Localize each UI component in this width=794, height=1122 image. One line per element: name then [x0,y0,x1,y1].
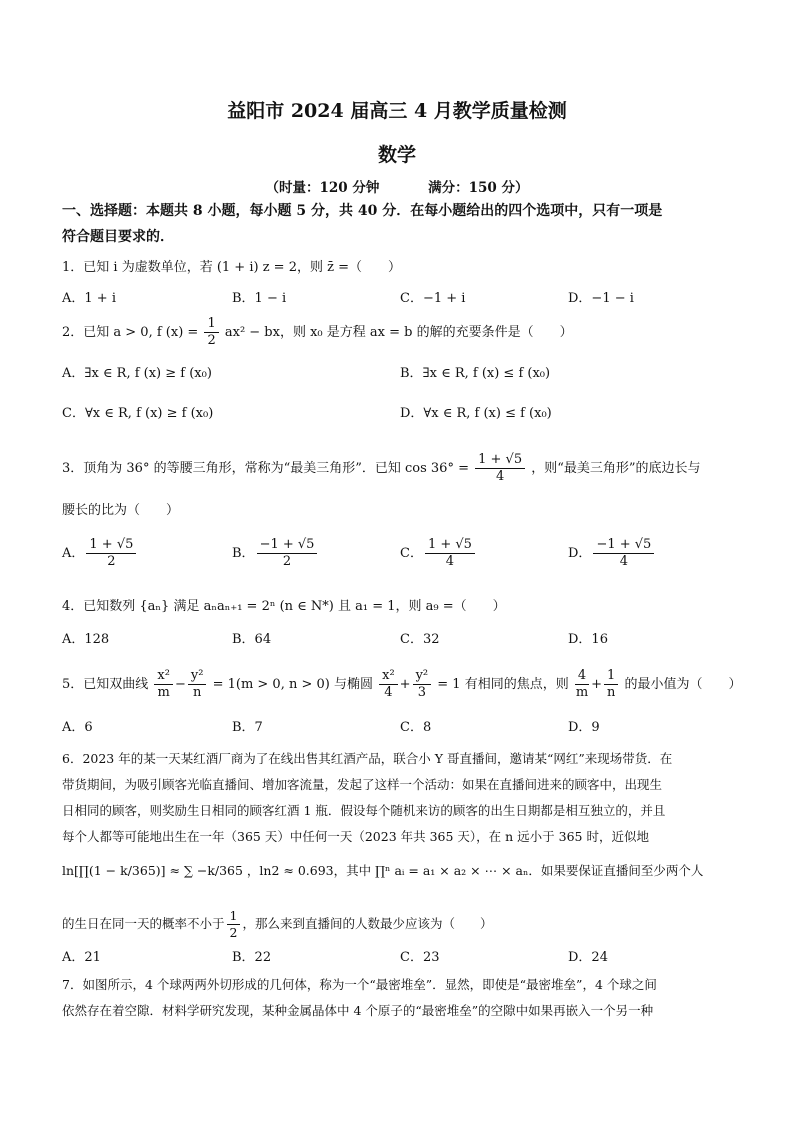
q3-frac-den: 4 [495,469,505,484]
q7-line-1: 7．如图所示，4 个球两两外切形成的几何体，称为一个“最密堆垒”．显然，即使是“最密堆垒”，4 个球之间 [62,977,657,992]
q5-minus: − [174,677,186,692]
q2-fraction [204,316,218,349]
q3-option-a[interactable] [62,537,138,570]
q5-option-a[interactable]: A．6 [62,720,93,735]
q5-stem-c: = 1 有相同的焦点，则 [437,677,569,692]
q3-b-frac [257,537,318,570]
q3-d-num: −1 + √5 [593,537,654,554]
q5-f5-num: 4 [575,668,589,685]
subject-title: 数学 [377,144,416,166]
q3-option-b[interactable] [232,537,319,570]
q3-c-label: C． [400,546,423,561]
question-4-stem: 4．已知数列 {aₙ} 满足 aₙaₙ₊₁ = 2ⁿ (n ∈ N*) 且 a₁ = 1，则 a₉ =（ ） [62,599,506,614]
question-6-stem [62,746,734,850]
q2-option-a[interactable]: A．∃x ∈ R, f (x) ≥ f (x₀) [62,366,212,381]
q5-frac-4 [413,668,432,701]
q6-frac-num: 1 [227,908,241,925]
q3-a-num: 1 + √5 [86,537,136,554]
q3-a-den: 2 [107,554,116,569]
q5-f1-num: x² [154,668,173,685]
q6-formula: ln[∏(1 − k/365)] ≈ ∑ −k/365 ，ln2 ≈ 0.693，其中 ∏ⁿ aᵢ = a₁ × a₂ × ⋯ × aₙ．如果要保证直播间至少两个人 [62,863,704,878]
q1-option-a[interactable]: A．1 + i [62,291,116,306]
question-2-stem [62,316,734,349]
section-line-1: 一、选择题：本题共 8 小题，每小题 5 分，共 40 分．在每小题给出的四个选项中，只有一项是 [62,203,663,219]
q3-a-frac [86,537,136,570]
q6-line-6b: ，那么来到直播间的人数最少应该为（ ） [242,916,493,931]
q3-b-num: −1 + √5 [257,537,318,554]
full-score: 满分：150 分） [428,180,529,196]
q4-option-d[interactable]: D．16 [568,632,608,647]
q5-option-d[interactable]: D．9 [568,720,600,735]
q3-option-d[interactable] [568,537,656,570]
exam-title: 益阳市 2024 届高三 4 月教学质量检测 [227,100,567,122]
q6-option-b[interactable]: B．22 [232,950,272,965]
exam-meta [0,176,794,196]
q2-option-b[interactable]: B．∃x ∈ R, f (x) ≤ f (x₀) [400,366,551,381]
q5-frac-6 [604,668,618,701]
q5-frac-3 [379,668,398,701]
q4-option-c[interactable]: C．32 [400,632,440,647]
q5-frac-5 [575,668,589,701]
q3-d-frac [593,537,654,570]
q6-line-6a: 的生日在同一天的概率不小于 [62,916,225,931]
q5-stem-b: = 1(m > 0, n > 0) 与椭圆 [212,677,373,692]
q6-fraction [227,908,241,941]
q5-f6-num: 1 [604,668,618,685]
q3-frac-num: 1 + √5 [475,452,525,469]
q4-option-a[interactable]: A．128 [62,632,110,647]
q2-frac-den: 2 [207,333,216,348]
q6-line-1: 6．2023 年的某一天某红酒厂商为了在线出售其红酒产品，联合小 Y 哥直播间，邀请某“网红”来现场带货．在 [62,751,673,766]
q5-f4-den: 3 [417,685,426,700]
q1-option-c[interactable]: C．−1 + i [400,291,466,306]
q6-line-4: 每个人都等可能地出生在一年（365 天）中任何一天（2023 年共 365 天），在 n 远小于 365 时，近似地 [62,829,649,844]
question-1-stem: 1．已知 i 为虚数单位，若 (1 + i) z = 2，则 z̄ =（ ） [62,260,401,275]
q3-stem-c: 腰长的比为（ ） [62,503,180,518]
q5-stem-d: 的最小值为（ ） [624,677,742,692]
q6-line-2: 带货期间，为吸引顾客光临直播间、增加客流量，发起了这样一个活动：如果在直播间进来的顾客中，出现生 [62,777,663,792]
q5-f2-den: n [192,685,202,700]
q5-f6-den: n [607,685,616,700]
q5-f1-den: m [157,685,170,700]
section-heading [62,198,734,250]
q3-stem-a: 3．顶角为 36° 的等腰三角形，常称为“最美三角形”．已知 cos 36° = [62,461,469,476]
q5-f5-den: m [575,685,589,700]
q5-plus-2: + [591,677,603,692]
question-5-stem [62,668,742,701]
section-line-2: 符合题目要求的． [62,229,174,245]
question-7-stem [62,972,734,1024]
q4-option-b[interactable]: B．64 [232,632,272,647]
q5-f2-num: y² [188,668,207,685]
q3-b-label: B． [232,546,255,561]
q5-f3-den: 4 [384,685,393,700]
time-limit: （时量：120 分钟 [265,180,380,196]
q3-c-num: 1 + √5 [425,537,475,554]
q2-stem-a: 2．已知 a > 0, f (x) = [62,325,199,340]
q5-f4-num: y² [413,668,432,685]
q5-frac-2 [188,668,207,701]
q5-plus: + [399,677,411,692]
q3-c-den: 4 [445,554,455,569]
q5-stem-a: 5．已知双曲线 [62,677,149,692]
q1-option-d[interactable]: D．−1 − i [568,291,634,306]
q6-frac-den: 2 [229,925,238,940]
question-3-stem [62,452,734,485]
q3-d-label: D． [568,546,592,561]
q6-option-a[interactable]: A．21 [62,950,101,965]
q6-line-6 [62,908,734,941]
q6-line-3: 日相同的顾客，则奖励生日相同的顾客红酒 1 瓶．假设每个随机来访的顾客的出生日期都是相互独立的，并且 [62,803,666,818]
q7-line-2: 依然存在着空隙．材料学研究发现，某种金属晶体中 4 个原子的“最密堆垒”的空隙中如果再嵌入一个另一种 [62,1003,654,1018]
q2-option-d[interactable]: D．∀x ∈ R, f (x) ≤ f (x₀) [400,406,552,421]
q6-option-d[interactable]: D．24 [568,950,608,965]
q5-option-b[interactable]: B．7 [232,720,263,735]
q2-option-c[interactable]: C．∀x ∈ R, f (x) ≥ f (x₀) [62,406,214,421]
q3-b-den: 2 [282,554,292,569]
q6-option-c[interactable]: C．23 [400,950,440,965]
q5-option-c[interactable]: C．8 [400,720,432,735]
q2-stem-b: ax² − bx，则 x₀ 是方程 ax = b 的解的充要条件是（ ） [224,325,573,340]
q3-stem-b: ，则“最美三角形”的底边长与 [531,461,701,476]
q3-d-den: 4 [619,554,629,569]
q5-frac-1 [154,668,173,701]
q1-option-b[interactable]: B．1 − i [232,291,287,306]
q2-frac-num: 1 [204,316,218,333]
q5-f3-num: x² [379,668,398,685]
q3-c-frac [425,537,475,570]
q3-a-label: A． [62,546,85,561]
q3-fraction [475,452,525,485]
q3-option-c[interactable] [400,537,477,570]
